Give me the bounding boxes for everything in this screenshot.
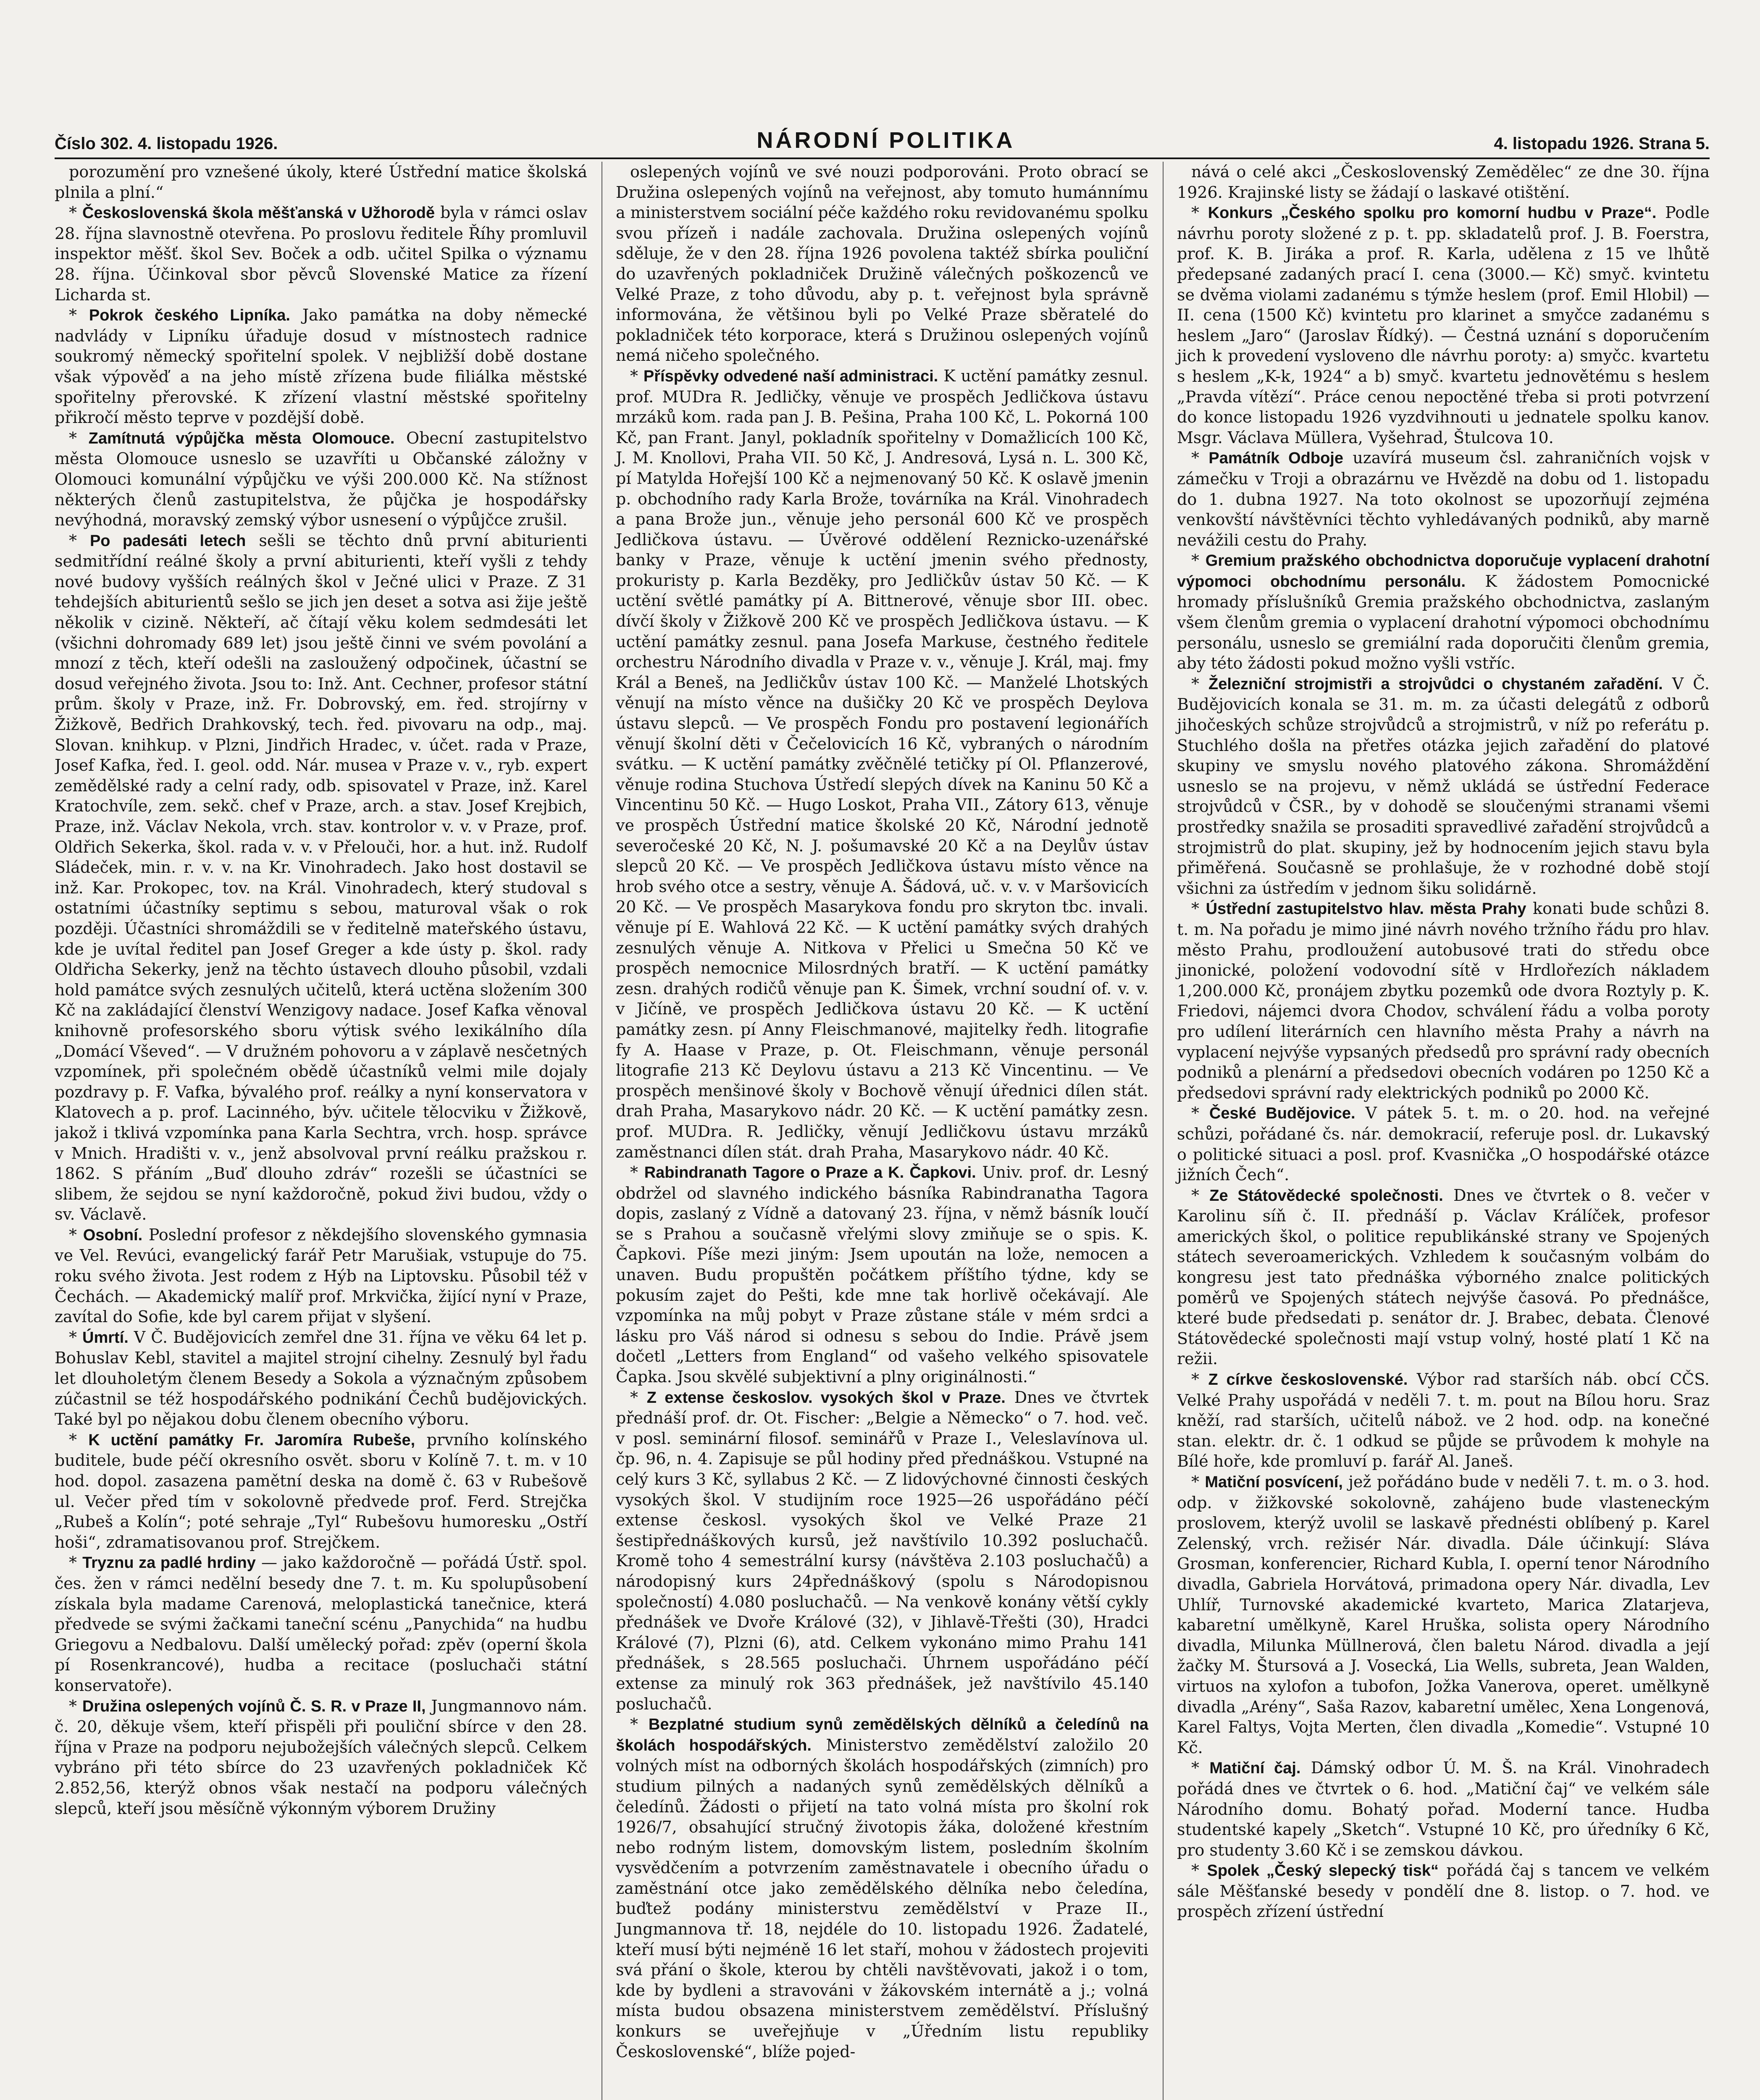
- article-text: Ministerstvo zemědělství založilo 20 volných míst na odborných školách hospodářských (zimních) pro studium pilných a nadaných synů zemědělských dělníků a čeledínů. Žádosti o přijetí na tato volná místa pro školní rok 1926/7, obsahující stručný životopis žáka, doložené křestním nebo rodným listem, domovským listem, posledním školním vysvědčením a potvrzením zaměstnavatele i obecního úřadu o zaměstnání otce jako zemědělského dělníka nebo čeledína, buďtež podány ministerstvu zemědělství v Praze II., Jungmannova tř. 18, nejdéle do 10. listopadu 1926. Žadatelé, kteří musí býti nejméně 16 let staří, mohou v žádostech projeviti svá přání o škole, kterou by chtěli navštěvovati, jakož i o tom, kde by bydleni a stravováni v žákovském internátě a j.; volná místa budou obsazena ministerstvem zemědělství. Příslušný konkurs se uveřejňuje v „Úředním listu republiky Československé“, blíže pojed-: [616, 1735, 1148, 2061]
- article-heading: Tryznu za padlé hrdiny: [82, 1554, 256, 1572]
- article-heading: Konkurs „Českého spolku pro komorní hudbu v Praze“.: [1208, 204, 1657, 222]
- article-text: Dnes ve čtvrtek přednáší prof. dr. Ot. Fischer: „Belgie a Německo“ o 7. hod. več. v posl. seminární filosof. seminářů v Praze I., Veleslavínova ul. čp. 96, n. 4. Zapisuje se půl hodiny před přednáškou. Vstupné na celý kurs 3 Kč, syllabus 2 Kč. — Z lidovýchovné činnosti českých vysokých škol. V studijním roce 1925—26 uspořádáno péčí extense českosl. vysokých škol ve Velké Praze 21 šestipřednáškových kursů, jež navštívilo 10.392 posluchačů. Kromě toho 4 semestrální kursy (návštěva 2.103 posluchačů) a národopisný kurs 24přednáškový (spolu s Národopisnou společností) 4.080 posluchačů. — Na venkově konány větší cykly přednášek ve Dvoře Králové (32), v Jihlavě-Třešti (30), Hradci Králové (7), Plzni (6), atd. Celkem vykonáno mimo Prahu 141 přednášek, s 28.565 posluchači. Úhrnem uspořádáno péčí extense za minulý rok 363 přednášek, jež navštívilo 45.140 posluchačů.: [616, 1388, 1148, 1713]
- article-paragraph: * Z církve československé. Výbor rad starších náb. obcí CČS. Velké Prahy uspořádá v neděli 7. t. m. pout na Bílou horu. Sraz kněží, rad starších, učitelů nábož. ve 2 hod. odp. na konečné stan. elektr. dr. č. 1 odkud se půjde se průvodem k mohyle na Bílé hoře, kde promluví p. farář Al. Janeš.: [1177, 1370, 1710, 1471]
- article-paragraph: * Ze Státovědecké společnosti. Dnes ve čtvrtek o 8. večer v Karolinu síň č. II. přednáší p. Václav Králíček, profesor amerických škol, o politice republikánské strany ve Spojených státech severoamerických. Vzhledem k současným volbám do kongresu jest tato přednáška výborného znalce politických poměrů ve Spojených státech nejvýše časová. Po přednášce, které bude předsedati p. senátor dr. J. Brabec, debata. Členové Státovědecké společnosti mají vstup volný, hosté platí 1 Kč na režii.: [1177, 1186, 1710, 1368]
- article-text: pořádá čaj s tancem ve velkém sále Měšťanské besedy v pondělí dne 8. listop. o 7. hod. ve prospěch zřízení ústřední: [1177, 1861, 1710, 1921]
- column-2: [602, 162, 1148, 2100]
- article-heading: Gremium pražského obchodnictva doporučuje vyplacení drahotní výpomoci obchodnímu personálu.: [1177, 552, 1710, 591]
- article-text: konati bude schůzi 8. t. m. Na pořadu je mimo jiné návrh nového tržního řádu pro hlav. město Prahu, prodloužení autobusové trati do středu obce jinonické, položení vodovodní sítě v Hrdlořezích nákladem 1,200.000 Kč, pronájem zbytku pozemků ode dvora Roztyly p. K. Friedovi, nájemci dvora Chodov, schválení řádu a volba poroty pro udílení literárních cen hlavního města Prahy a návrh na vyplacení nejvýše vypsaných předsedů pro správní rady obecních podniků a plenární a předsedovi obecních vodáren po 1250 Kč a předsedovi správní rady elektrických podniků po 2000 Kč.: [1177, 899, 1710, 1102]
- article-paragraph: * Osobní. Poslední profesor z někdejšího slovenského gymnasia ve Vel. Revúci, evangelický farář Petr Marušiak, vstupuje do 75. roku svého života. Jest rodem z Hýb na Liptovsku. Působil též v Čechách. — Akademický malíř prof. Mrkvička, žijící nyní v Praze, zavítal do Sofie, kde byl carem přijat v slyšení.: [55, 1225, 587, 1326]
- article-text: uzavírá museum čsl. zahraničních vojsk v zámečku v Troji a obrazárnu ve Hvězdě na dobu od 1. listopadu do 1. dubna 1927. Na toto okolnost se upozorňují zejména venkovští návštěvníci těchto vyhledávaných podniků, aby marně nevážili cestu do Prahy.: [1177, 449, 1710, 549]
- article-paragraph: [1177, 162, 1710, 202]
- article-paragraph: * Rabindranath Tagore o Praze a K. Čapkovi. Univ. prof. dr. Lesný obdržel od slavného indického básníka Rabindranatha Tagora dopis, zaslaný z Vídně a datovaný 23. října, v němž básník loučí se s Prahou a současně vřelými slovy zmiňuje se o spis. K. Čapkovi. Píše mezi jiným: Jsem upoután na lože, nemocen a unaven. Budu propuštěn počátkem příštího týdne, kdy se pokusím zajet do Pešti, kde mne tak horlivě očekávají. Ale vzpomínka na můj pobyt v Praze zůstane stále v mém srdci a lásku pro Váš národ si odnesu s sebou do Indie. Právě jsem dočetl „Letters from England“ od vašeho velkého spisovatele Čapka. Jsou skvělé subjektivní a plny originálnosti.“: [616, 1163, 1148, 1386]
- article-text: Dámský odbor Ú. M. Š. na Král. Vinohradech pořádá dnes ve čtvrtek o 6. hod. „Matiční čaj“ ve velkém sále Národního domu. Bohatý pořad. Moderní tance. Hudba studentské kapely „Sketch“. Vstupné 10 Kč, pro úředníky 6 Kč, pro studenty 3.60 Kč i se zemskou dávkou.: [1177, 1759, 1710, 1859]
- article-paragraph: * Úmrtí. V Č. Budějovicích zemřel dne 31. října ve věku 64 let p. Bohuslav Kebl, stavitel a majitel strojní cihelny. Zesnulý byl řadu let dlouholetým členem Besedy a Sokola a význačným způsobem zúčastnil se též hospodářského podnikání Čechů budějovických. Také byl po nějakou dobu členem obecního výboru.: [55, 1328, 587, 1429]
- article-paragraph: [616, 162, 1148, 366]
- article-text: V Č. Budějovicích konala se 31. m. m. za účasti delegátů z odborů jihočeských schůze strojvůdců a strojmistrů, v níž po referátu p. Stuchlého došla na přetřes otázka jejich zařadění do platové skupiny ve smyslu nového platového zákona. Shromáždění usneslo se na projevu, v němž ukládá se ústřední Federace strojvůdců v ČSR., by v dohodě se sloučenými stranami všemi prostředky snažila se prosaditi spravedlivé zařadění strojvůdců a strojmistrů do plat. skupiny, jež by hodnocením jejich stavu byla přiměřená. Současně se prohlašuje, že v rozhodné době stojí všichni za ústředím v jednom šiku solidárně.: [1177, 674, 1710, 898]
- column-1: [55, 162, 587, 2100]
- article-paragraph: * K uctění památky Fr. Jaromíra Rubeše, prvního kolínského buditele, bude péčí okresního osvět. sboru v Kolíně 7. t. m. v 10 hod. dopol. zasazena pamětní deska na domě č. 63 v Rubešově ul. Večer před tím v sokolovně předvede prof. Ferd. Strejčka „Rubeš a Kolín“; poté sehraje „Tyl“ Rubešovu humoresku „Ostří hoši“, zdramatisovanou prof. Strejčkem.: [55, 1430, 587, 1551]
- article-text: Podle návrhu poroty složené z p. t. pp. skladatelů prof. J. B. Foerstra, prof. K. B. Jiráka a prof. R. Karla, udělena z 15 ve lhůtě předepsané zadaných prací I. cena (3000.— Kč) smyč. kvintetu se dvěma violami zadanému s týmže heslem (prof. Emil Hlobil) — II. cena (1500 Kč) kvintetu pro klarinet a smyčce zadanému s heslem „Jaro“ (Jaroslav Řídký). — Čestná uznání s doporučením jich k provedení vysloveno dle návrhu poroty: a) smyčc. kvartetu s heslem „K-k, 1924“ a b) smyč. kvartetu jednovětému s heslem „Pravda vítězí“. Práce cenou nepoctěné třeba si proti potvrzení do konce listopadu 1926 vyzdvihnouti u jednatele spolku kanov. Msgr. Václava Müllera, Vyšehrad, Štulcova 10.: [1177, 203, 1710, 447]
- article-paragraph: * Gremium pražského obchodnictva doporučuje vyplacení drahotní výpomoci obchodnímu personálu. K žádostem Pomocnické hromady příslušníků Gremia pražského obchodnictva, zaslaným všem členům gremia o vyplacení drahotní výpomoci obchodnímu personálu, usneslo se gremiální rada doporučiti členům gremia, aby této žádosti pokud možno vyšli vstříc.: [1177, 551, 1710, 673]
- article-heading: Rabindranath Tagore o Praze a K. Čapkovi.: [644, 1164, 976, 1182]
- article-heading: Železniční strojmistři a strojvůdci o chystaném zařadění.: [1208, 675, 1663, 693]
- article-paragraph: * Po padesáti letech sešli se těchto dnů první abiturienti sedmitřídní reálné školy a první abiturienti, kteří vyšli z tehdy nové budovy vyšších reálných škol v Ječné ulici v Praze. Z 31 tehdejších abiturientů sešlo se jich jen deset a sotva asi žije ještě několik v cizině. Někteří, ač čítají věku kolem sedmdesáti let (všichni dohromady 689 let) jsou ještě činni ve svém povolání a mnozí z těch, kteří odešli na zasloužený odpočinek, účastní se dosud veřejného života. Jsou to: Inž. Ant. Cechner, profesor státní prům. školy v Praze, inž. Fr. Dobrovský, em. řed. strojírny v Žižkově, Bedřich Drahkovský, tech. řed. pivovaru na odp., maj. Slovan. knihkup. v Plzni, Jindřich Hradec, v. účet. rada v Praze, Josef Kafka, řed. I. geol. odd. Nár. musea v Praze v. v., ryb. expert zemědělské rady a celní rady, odb. spisovatel v Praze, inž. Karel Kratochvíle, zem. sekč. chef v Praze, arch. a stav. Josef Krejbich, Praze, inž. Václav Nekola, vrch. stav. kontrolor v. v. v Praze, prof. Oldřich Sekerka, škol. rada v. v. v Přelouči, hor. a hut. inž. Rudolf Sládeček, min. r. v. v. na Kr. Vinohradech. Jako host dostavil se inž. Kar. Prokopec, tov. na Král. Vinohradech, který studoval s ostatními účastníky septimu s sebou, maturoval však o rok později. Účastníci shromáždili se v ředitelně mateřského ústavu, kde je uvítal ředitel pan Josef Greger a kde ústy p. škol. rady Oldřicha Sekerky, jenž na těchto ústavech dlouho působil, vzdali hold památce svých zesnulých učitelů, která uctěna složením 300 Kč na zakládající členství Wenzigovy nadace. Josef Kafka věnoval knihovně profesorského sboru výtisk svého lexikálního díla „Domácí Vševed“. — V družném pohovoru a v záplavě nesčetných vzpomínek, při společném obědě účastníků velmi mile dojaly pozdravy p. F. Vafka, bývalého prof. reálky a nyní konservatora v Klatovech a p. prof. Lacinného, býv. učitele tělocviku v Žižkově, jakož i tklivá vzpomínka pana Karla Sechtra, vrch. hosp. správce v Mnich. Hradišti v. v., jenž absolvoval první reálku pražskou r. 1862. S přáním „Buď dlouho zdráv“ rozešli se účastníci se slibem, že sejdou se nyní každoročně, pokud živi budou, vždy o sv. Václavě.: [55, 531, 587, 1224]
- article-heading: Příspěvky odvedené naší administraci.: [643, 367, 938, 385]
- article-text: — jako každoročně — pořádá Ústř. spol. čes. žen v rámci nedělní besedy dne 7. t. m. Ku spolupůsobení získala byla madame Carenová, meloplastická tanečnice, která předvede se svými žačkami taneční scénu „Panychida“ na hudbu Griegovu a Nedbalovu. Další umělecký pořad: zpěv (operní škola pí Rosenkrancové), hudba a recitace (posluchači státní konservatoře).: [55, 1553, 587, 1695]
- article-heading: Matiční čaj.: [1209, 1759, 1301, 1777]
- article-text: Poslední profesor z někdejšího slovenského gymnasia ve Vel. Revúci, evangelický farář Petr Marušiak, vstupuje do 75. roku svého života. Jest rodem z Hýb na Liptovsku. Působil též v Čechách. — Akademický malíř prof. Mrkvička, žijící nyní v Praze, zavítal do Sofie, kde byl carem přijat v slyšení.: [55, 1225, 587, 1326]
- article-paragraph: [55, 162, 587, 202]
- article-text: oslepených vojínů ve své nouzi podporováni. Proto obrací se Družina oslepených vojínů na veřejnost, aby tomuto humánnímu a ministerstvem sociální péče každého roku revidovanému spolku svou přízeň i nadále zachovala. Družina oslepených vojínů sděluje, že v den 28. října 1926 povolena taktéž sbírka pouliční do uzavřených pokladniček Družině válečných poškozenců ve Velké Praze, z toho důvodu, aby p. t. veřejnost byla správně informována, že většinou byli po Velké Praze sběratelé do pokladniček této korporace, která s Družinou oslepených vojínů nemá ničeho společného.: [616, 163, 1148, 365]
- article-heading: Pokrok českého Lipníka.: [89, 307, 290, 325]
- article-heading: K uctění památky Fr. Jaromíra Rubeše,: [88, 1431, 415, 1449]
- article-text: byla v rámci oslav 28. října slavnostně otevřena. Po proslovu ředitele Říhy promluvil inspektor měšť. škol Sev. Boček a odb. učitel Spilka o významu 28. října. Účinkoval sbor pěvců Slovenské Matice za řízení Licharda st.: [55, 203, 587, 304]
- article-heading: Úmrtí.: [82, 1328, 129, 1347]
- masthead: NÁRODNÍ POLITIKA: [757, 128, 1015, 153]
- article-text: V pátek 5. t. m. o 20. hod. na veřejné schůzi, pořádané čs. nár. demokracií, referuje posl. dr. Lukavský o politické situaci a posl. prof. Kvasnička „O hospodářské otázce jižních Čech“.: [1177, 1104, 1710, 1184]
- article-heading: České Budějovice.: [1209, 1105, 1355, 1123]
- page-header: [55, 113, 1710, 159]
- article-paragraph: * České Budějovice. V pátek 5. t. m. o 20. hod. na veřejné schůzi, pořádané čs. nár. demokracií, referuje posl. dr. Lukavský o politické situaci a posl. prof. Kvasnička „O hospodářské otázce jižních Čech“.: [1177, 1104, 1710, 1184]
- article-heading: Družina oslepených vojínů Č. S. R. v Praze II,: [82, 1697, 426, 1715]
- article-heading: Památník Odboje: [1208, 449, 1343, 467]
- article-text: Jungmannovo nám. č. 20, děkuje všem, kteří přispěli při pouliční sbírce v den 28. října v Praze na podporu nejubožejších válečných slepců. Celkem vybráno při této sbírce do 23 uzavřených pokladniček Kč 2.852,56, kterýž obnos však nestačí na podporu válečných slepců, kteří jsou měsíčně výkonným výborem Družiny: [55, 1696, 587, 1818]
- article-paragraph: * Z extense českoslov. vysokých škol v Praze. Dnes ve čtvrtek přednáší prof. dr. Ot. Fischer: „Belgie a Německo“ o 7. hod. več. v posl. seminární filosof. seminářů v Praze I., Veleslavínova ul. čp. 96, n. 4. Zapisuje se půl hodiny před přednáškou. Vstupné na celý kurs 3 Kč, syllabus 2 Kč. — Z lidovýchovné činnosti českých vysokých škol. V studijním roce 1925—26 uspořádáno péčí extense českosl. vysokých škol ve Velké Praze 21 šestipřednáškových kursů, jež navštívilo 10.392 posluchačů. Kromě toho 4 semestrální kursy (návštěva 2.103 posluchačů) a národopisný kurs 24přednáškový (spolu s Národopisnou společností) 4.080 posluchačů. — Na venkově konány větší cykly přednášek ve Dvoře Králové (32), v Jihlavě-Třešti (30), Hradci Králové (7), Plzni (6), atd. Celkem vykonáno mimo Prahu 141 přednášek, s 28.565 posluchači. Úhrnem uspořádáno péčí extense za minulý rok 363 přednášek, jež navštívilo 45.140 posluchačů.: [616, 1388, 1148, 1713]
- article-text: sešli se těchto dnů první abiturienti sedmitřídní reálné školy a první abiturienti, kteří vyšli z tehdy nové budovy vyšších reálných škol v Ječné ulici v Praze. Z 31 tehdejších abiturientů sešlo se jich jen deset a sotva asi žije ještě několik v cizině. Někteří, ač čítají věku kolem sedmdesáti let (všichni dohromady 689 let) jsou ještě činni ve svém povolání a mnozí z těch, kteří odešli na zasloužený odpočinek, účastní se dosud veřejného života. Jsou to: Inž. Ant. Cechner, profesor státní prům. školy v Praze, inž. Fr. Dobrovský, em. řed. strojírny v Žižkově, Bedřich Drahkovský, tech. řed. pivovaru na odp., maj. Slovan. knihkup. v Plzni, Jindřich Hradec, v. účet. rada v Praze, Josef Kafka, řed. I. geol. odd. Nár. musea v Praze v. v., ryb. expert zemědělské rady a celní rady, odb. spisovatel v Praze, inž. Karel Kratochvíle, zem. sekč. chef v Praze, arch. a stav. Josef Krejbich, Praze, inž. Václav Nekola, vrch. stav. kontrolor v. v. v Praze, prof. Oldřich Sekerka, škol. rada v. v. v Přelouči, hor. a hut. inž. Rudolf Sládeček, min. r. v. v. na Kr. Vinohradech. Jako host dostavil se inž. Kar. Prokopec, tov. na Král. Vinohradech, který studoval s ostatními účastníky septimu s sebou, maturoval však o rok později. Účastníci shromáždili se v ředitelně mateřského ústavu, kde je uvítal ředitel pan Josef Greger a kde ústy p. škol. rady Oldřicha Sekerky, jenž na těchto ústavech dlouho působil, vzdali hold památce svých zesnulých učitelů, která uctěna složením 300 Kč na zakládající členství Wenzigovy nadace. Josef Kafka věnoval knihovně profesorského sboru výtisk svého lexikálního díla „Domácí Vševed“. — V družném pohovoru a v záplavě nesčetných vzpomínek, při společném obědě účastníků velmi mile dojaly pozdravy p. F. Vafka, bývalého prof. reálky a nyní konservatora v Klatovech a p. prof. Lacinného, býv. učitele tělocviku v Žižkově, jakož i tklivá vzpomínka pana Karla Sechtra, vrch. hosp. správce v Mnich. Hradišti v. v., jenž absolvoval první reálku pražskou r. 1862. S přáním „Buď dlouho zdráv“ rozešli se účastníci se slibem, že sejdou se nyní každoročně, pokud živi budou, vždy o sv. Václavě.: [55, 531, 587, 1224]
- article-paragraph: * Československá škola měšťanská v Užhorodě byla v rámci oslav 28. října slavnostně otevřena. Po proslovu ředitele Říhy promluvil inspektor měšť. škol Sev. Boček a odb. učitel Spilka o významu 28. října. Účinkoval sbor pěvců Slovenské Matice za řízení Licharda st.: [55, 203, 587, 304]
- article-paragraph: * Tryznu za padlé hrdiny — jako každoročně — pořádá Ústř. spol. čes. žen v rámci nedělní besedy dne 7. t. m. Ku spolupůsobení získala byla madame Carenová, meloplastická tanečnice, která předvede se svými žačkami taneční scénu „Panychida“ na hudbu Griegovu a Nedbalovu. Další umělecký pořad: zpěv (operní škola pí Rosenkrancové), hudba a recitace (posluchači státní konservatoře).: [55, 1553, 587, 1695]
- article-text: V Č. Budějovicích zemřel dne 31. října ve věku 64 let p. Bohuslav Kebl, stavitel a majitel strojní cihelny. Zesnulý byl řadu let dlouholetým členem Besedy a Sokola a význačným způsobem zúčastnil se též hospodářského podnikání Čechů budějovických. Také byl po nějakou dobu členem obecního výboru.: [55, 1328, 587, 1429]
- article-heading: Osobní.: [83, 1226, 143, 1244]
- article-paragraph: * Příspěvky odvedené naší administraci. K uctění památky zesnul. prof. MUDra R. Jedličky, věnuje ve prospěch Jedličkova ústavu mrzáků kom. rada pan J. B. Pešina, Praha 100 Kč, L. Pokorná 100 Kč, pan Frant. Janyl, pokladník spořitelny v Domažlicích 100 Kč, J. M. Knollovi, Praha VII. 50 Kč, J. Andresová, Lysá n. L. 300 Kč, pí Matylda Hořejší 100 Kč a nejmenovaný 50 Kč. K oslavě jmenin p. obchodního rady Karla Brože, továrníka na Král. Vinohradech a pana Brože jun., věnuje jeho personál 600 Kč ve prospěch Jedličkova ústavu. — Úvěrové oddělení Reznicko-uzenářské banky v Praze, věnuje k uctění jmenin svého přednosty, prokuristy p. Karla Bezděky, pro Jedličkův ústav 50 Kč. — K uctění světlé památky pí A. Bittnerové, věnuje sbor III. obec. dívčí školy v Žižkově 200 Kč ve prospěch Jedličkova ústavu. — K uctění památky zesnul. pana Josefa Markuse, čestného ředitele orchestru Národního divadla v Praze v. v., věnuje J. Král, maj. fmy Král a Beneš, na Jedličkův ústav 100 Kč. — Manželé Lhotských věnují na místo věnce na dušičky 20 Kč ve prospěch Deylova ústavu slepců. — Ve prospěch Fondu pro postavení legionářích věnují školní děti v Čečelovicích 16 Kč, vybraných o národním svátku. — K uctění památky zvěčnělé tetičky pí Ol. Pflanzerové, věnuje rodina Stuchova Ústředí slepých dívek na Kaninu 50 Kč a Vincentinu 50 Kč. — Hugo Loskot, Praha VII., Zátory 613, věnuje ve prospěch Ústřední matice školské 20 Kč, Národní jednotě severočeské 20 Kč, N. J. pošumavské 20 Kč a na Deylův ústav slepců 20 Kč. — Ve prospěch Jedličkova ústavu místo věnce na hrob svého otce a sestry, věnuje A. Šádová, uč. v. v. v Maršovicích 20 Kč. — Ve prospěch Masarykova fondu pro skryton tbc. invali. věnuje pí E. Wahlová 22 Kč. — K uctění památky svých drahých zesnulých věnuje A. Nitkova v Přelici u Smečna 50 Kč ve prospěch nemocnice Milosrdných bratří. — K uctění památky zesn. drahých rodičů věnuje pan K. Šimek, vrchní soudní of. v. v. v Jičíně, ve prospěch Jedličkova ústavu 20 Kč. — K uctění památky zesn. pí Anny Fleischmanové, majitelky ředh. litografie fy A. Haase v Praze, p. Ot. Fleischmann, věnuje personál litografie 213 Kč Deylovu ústavu a 213 Kč Vincentinu. — Ve prospěch menšinové školy v Bochově věnují úřednici dílen stát. drah Praha, Masarykovo nádr. 20 Kč. — K uctění památky zesn. prof. MUDra. R. Jedličky, věnují Jedličkovu ústavu mrzáků zaměstnanci dílen stát. drah Praha, Masarykovo nádr. 40 Kč.: [616, 366, 1148, 1161]
- article-heading: Po padesáti letech: [89, 532, 246, 550]
- column-3: [1163, 162, 1710, 2100]
- article-paragraph: * Zamítnutá výpůjčka města Olomouce. Obecní zastupitelstvo města Olomouce usneslo se uzavříti u Občanské záložny v Olomouci komunální výpůjčku ve výši 200.000 Kč. Na stížnost některých členů zastupitelstva, že půjčka je hospodářsky nevýhodná, moravský zemský výbor usnesení o výpůjčce zrušil.: [55, 428, 587, 530]
- article-paragraph: * Železniční strojmistři a strojvůdci o chystaném zařadění. V Č. Budějovicích konala se 31. m. m. za účasti delegátů z odborů jihočeských schůze strojvůdců a strojmistrů, v níž po referátu p. Stuchlého došla na přetřes otázka jejich zařadění do platové skupiny ve smyslu nového platového zákona. Shromáždění usneslo se na projevu, v němž ukládá se ústřední Federace strojvůdců v ČSR., by v dohodě se sloučenými stranami všemi prostředky snažila se prosaditi spravedlivé zařadění strojvůdců a strojmistrů do plat. skupiny, jež by hodnocením jejich stavu byla přiměřená. Současně se prohlašuje, že v rozhodné době stojí všichni za ústředím v jednom šiku solidárně.: [1177, 674, 1710, 898]
- article-heading: Ústřední zastupitelstvo hlav. města Prahy: [1206, 900, 1526, 918]
- article-paragraph: * Matiční čaj. Dámský odbor Ú. M. Š. na Král. Vinohradech pořádá dnes ve čtvrtek o 6. hod. „Matiční čaj“ ve velkém sále Národního domu. Bohatý pořad. Moderní tance. Hudba studentské kapely „Sketch“. Vstupné 10 Kč, pro úředníky 6 Kč, pro studenty 3.60 Kč i se zemskou dávkou.: [1177, 1759, 1710, 1859]
- article-heading: Zamítnutá výpůjčka města Olomouce.: [88, 429, 395, 447]
- article-heading: Bezplatné studium synů zemědělských dělníků a čeledínů na školách hospodářských.: [616, 1716, 1148, 1754]
- article-text: porozumění pro vznešené úkoly, které Ústřední matice školská plnila a plní.“: [55, 163, 587, 202]
- article-text: nává o celé akci „Československý Zemědělec“ ze dne 30. října 1926. Krajinské listy se žádají o laskavé otištění.: [1177, 163, 1710, 202]
- article-heading: Z církve československé.: [1208, 1371, 1408, 1389]
- article-text: K žádostem Pomocnické hromady příslušníků Gremia pražského obchodnictva, zaslaným všem členům gremia o vyplacení drahotní výpomoci obchodnímu personálu, usneslo se gremiální rada doporučiti členům gremia, aby této žádosti pokud možno vyšli vstříc.: [1177, 572, 1710, 673]
- article-paragraph: * Spolek „Český slepecký tisk“ pořádá čaj s tancem ve velkém sále Měšťanské besedy v pondělí dne 8. listop. o 7. hod. ve prospěch zřízení ústřední: [1177, 1861, 1710, 1921]
- article-heading: Ze Státovědecké společnosti.: [1209, 1186, 1443, 1205]
- article-heading: Československá škola měšťanská v Užhorodě: [82, 204, 435, 222]
- article-paragraph: * Konkurs „Českého spolku pro komorní hudbu v Praze“. Podle návrhu poroty složené z p. t. pp. skladatelů prof. J. B. Foerstra, prof. K. B. Jiráka a prof. R. Karla, udělena z 15 ve lhůtě předepsané zadaných prací I. cena (3000.— Kč) smyč. kvintetu se dvěma violami zadanému s týmže heslem (prof. Emil Hlobil) — II. cena (1500 Kč) kvintetu pro klarinet a smyčce zadanému s heslem „Jaro“ (Jaroslav Řídký). — Čestná uznání s doporučením jich k provedení vysloveno dle návrhu poroty: a) smyčc. kvartetu s heslem „K-k, 1924“ a b) smyč. kvartetu jednovětému s heslem „Pravda vítězí“. Práce cenou nepoctěné třeba si proti potvrzení do konce listopadu 1926 vyzdvihnouti u jednatele spolku kanov. Msgr. Václava Müllera, Vyšehrad, Štulcova 10.: [1177, 203, 1710, 447]
- article-heading: Matiční posvícení,: [1205, 1473, 1343, 1491]
- article-paragraph: * Ústřední zastupitelstvo hlav. města Prahy konati bude schůzi 8. t. m. Na pořadu je mimo jiné návrh nového tržního řádu pro hlav. město Prahu, prodloužení autobusové trati do středu obce jinonické, položení vodovodní sítě v Hrdlořezích nákladem 1,200.000 Kč, pronájem zbytku pozemků ode dvora Roztyly p. K. Friedovi, nájemci dvora Chodov, schválení řádu a volba poroty pro udílení literárních cen hlavního města Prahy a návrh na vyplacení nejvýše vypsaných předsedů pro správní rady obecních podniků a plenární a předsedovi obecních vodáren po 1250 Kč a předsedovi správní rady elektrických podniků po 2000 Kč.: [1177, 899, 1710, 1102]
- date-page-info: 4. listopadu 1926. Strana 5.: [1494, 134, 1710, 153]
- issue-info: Číslo 302. 4. listopadu 1926.: [55, 134, 278, 153]
- article-text: K uctění památky zesnul. prof. MUDra R. Jedličky, věnuje ve prospěch Jedličkova ústavu mrzáků kom. rada pan J. B. Pešina, Praha 100 Kč, L. Pokorná 100 Kč, pan Frant. Janyl, pokladník spořitelny v Domažlicích 100 Kč, J. M. Knollovi, Praha VII. 50 Kč, J. Andresová, Lysá n. L. 300 Kč, pí Matylda Hořejší 100 Kč a nejmenovaný 50 Kč. K oslavě jmenin p. obchodního rady Karla Brože, továrníka na Král. Vinohradech a pana Brože jun., věnuje jeho personál 600 Kč ve prospěch Jedličkova ústavu. — Úvěrové oddělení Reznicko-uzenářské banky v Praze, věnuje k uctění jmenin svého přednosty, prokuristy p. Karla Bezděky, pro Jedličkův ústav 50 Kč. — K uctění světlé památky pí A. Bittnerové, věnuje sbor III. obec. dívčí školy v Žižkově 200 Kč ve prospěch Jedličkova ústavu. — K uctění památky zesnul. pana Josefa Markuse, čestného ředitele orchestru Národního divadla v Praze v. v., věnuje J. Král, maj. fmy Král a Beneš, na Jedličkův ústav 100 Kč. — Manželé Lhotských věnují na místo věnce na dušičky 20 Kč ve prospěch Deylova ústavu slepců. — Ve prospěch Fondu pro postavení legionářích věnují školní děti v Čečelovicích 16 Kč, vybraných o národním svátku. — K uctění památky zvěčnělé tetičky pí Ol. Pflanzerové, věnuje rodina Stuchova Ústředí slepých dívek na Kaninu 50 Kč a Vincentinu 50 Kč. — Hugo Loskot, Praha VII., Zátory 613, věnuje ve prospěch Ústřední matice školské 20 Kč, Národní jednotě severočeské 20 Kč, N. J. pošumavské 20 Kč a na Deylův ústav slepců 20 Kč. — Ve prospěch Jedličkova ústavu místo věnce na hrob svého otce a sestry, věnuje A. Šádová, uč. v. v. v Maršovicích 20 Kč. — Ve prospěch Masarykova fondu pro skryton tbc. invali. věnuje pí E. Wahlová 22 Kč. — K uctění památky svých drahých zesnulých věnuje A. Nitkova v Přelici u Smečna 50 Kč ve prospěch nemocnice Milosrdných bratří. — K uctění památky zesn. drahých rodičů věnuje pan K. Šimek, vrchní soudní of. v. v. v Jičíně, ve prospěch Jedličkova ústavu 20 Kč. — K uctění památky zesn. pí Anny Fleischmanové, majitelky ředh. litografie fy A. Haase v Praze, p. Ot. Fleischmann, věnuje personál litografie 213 Kč Deylovu ústavu a 213 Kč Vincentinu. — Ve prospěch menšinové školy v Bochově věnují úřednici dílen stát. drah Praha, Masarykovo nádr. 20 Kč. — K uctění památky zesn. prof. MUDra. R. Jedličky, věnují Jedličkovu ústavu mrzáků zaměstnanci dílen stát. drah Praha, Masarykovo nádr. 40 Kč.: [616, 366, 1148, 1161]
- article-heading: Z extense českoslov. vysokých škol v Praze.: [646, 1389, 1006, 1407]
- article-paragraph: * Památník Odboje uzavírá museum čsl. zahraničních vojsk v zámečku v Troji a obrazárnu ve Hvězdě na dobu od 1. listopadu do 1. dubna 1927. Na toto okolnost se upozorňují zejména venkovští návštěvníci těchto vyhledávaných podniků, aby marně nevážili cestu do Prahy.: [1177, 449, 1710, 549]
- article-paragraph: * Družina oslepených vojínů Č. S. R. v Praze II, Jungmannovo nám. č. 20, děkuje všem, kteří přispěli při pouliční sbírce v den 28. října v Praze na podporu nejubožejších válečných slepců. Celkem vybráno při této sbírce do 23 uzavřených pokladniček Kč 2.852,56, kterýž obnos však nestačí na podporu válečných slepců, kteří jsou měsíčně výkonným výborem Družiny: [55, 1696, 587, 1818]
- article-columns: [55, 162, 1710, 2100]
- article-paragraph: * Matiční posvícení, jež pořádáno bude v neděli 7. t. m. o 3. hod. odp. v žižkovské sokolovně, zahájeno bude vlasteneckým proslovem, kterýž uvolil se laskavě přednésti oblíbený p. Karel Zelenský, vrch. režisér Nár. divadla. Dále účinkují: Sláva Grosman, konferencier, Richard Kubla, I. operní tenor Národního divadla, Gabriela Horvátová, primadona opery Nár. divadla, Lev Uhlíř, Turnovské akademické kvarteto, Marica Zlatarjeva, kabaretní umělkyně, Karel Hruška, solista opery Národního divadla, Milunka Müllnerová, člen baletu Národ. divadla a její žačky M. Štursová a J. Vosecká, Lia Wells, subreta, Jean Walden, virtuos na xylofon a tubofon, Jožka Vanerova, operet. umělkyně divadla „Arény“, Saša Razov, kabaretní umělec, Xena Longenová, Karel Faltys, Vojta Merten, člen divadla „Komedie“. Vstupné 10 Kč.: [1177, 1473, 1710, 1757]
- article-paragraph: * Bezplatné studium synů zemědělských dělníků a čeledínů na školách hospodářských. Ministerstvo zemědělství založilo 20 volných míst na odborných školách hospodářských (zimních) pro studium pilných a nadaných synů zemědělských dělníků a čeledínů. Žádosti o přijetí na tato volná místa pro školní rok 1926/7, obsahující stručný životopis žáka, doložené křestním nebo rodným listem, domovským listem, posledním školním vysvědčením a potvrzením zaměstnavatele i obecního úřadu o zaměstnání otce jako zemědělského dělníka nebo čeledína, buďtež podány ministerstvu zemědělství v Praze II., Jungmannova tř. 18, nejdéle do 10. listopadu 1926. Žadatelé, kteří musí býti nejméně 16 let staří, mohou v žádostech projeviti svá přání o škole, kterou by chtěli navštěvovati, jakož i o tom, kde by bydleni a stravováni v žákovském internátě a j.; volná místa budou obsazena ministerstvem zemědělství. Příslušný konkurs se uveřejňuje v „Úředním listu republiky Československé“, blíže pojed-: [616, 1715, 1148, 2061]
- article-paragraph: * Pokrok českého Lipníka. Jako památka na doby německé nadvlády v Lipníku úřaduje dosud v místnostech radnice soukromý německý spořitelní spolek. V nejbližší době dostane však výpověď a na jeho místě zřízena bude filiálka městské spořitelny přerovské. K zřízení vlastní městské spořitelny přikročí město teprve v pozdější době.: [55, 306, 587, 427]
- article-text: jež pořádáno bude v neděli 7. t. m. o 3. hod. odp. v žižkovské sokolovně, zahájeno bude vlasteneckým proslovem, kterýž uvolil se laskavě přednésti oblíbený p. Karel Zelenský, vrch. režisér Nár. divadla. Dále účinkují: Sláva Grosman, konferencier, Richard Kubla, I. operní tenor Národního divadla, Gabriela Horvátová, primadona opery Nár. divadla, Lev Uhlíř, Turnovské akademické kvarteto, Marica Zlatarjeva, kabaretní umělkyně, Karel Hruška, solista opery Národního divadla, Milunka Müllnerová, člen baletu Národ. divadla a její žačky M. Štursová a J. Vosecká, Lia Wells, subreta, Jean Walden, virtuos na xylofon a tubofon, Jožka Vanerova, operet. umělkyně divadla „Arény“, Saša Razov, kabaretní umělec, Xena Longenová, Karel Faltys, Vojta Merten, člen divadla „Komedie“. Vstupné 10 Kč.: [1177, 1473, 1710, 1757]
- article-text: Dnes ve čtvrtek o 8. večer v Karolinu síň č. II. přednáší p. Václav Králíček, profesor amerických škol, o politice republikánské strany ve Spojených státech severoamerických. Vzhledem k současným volbám do kongresu jest tato přednáška výborného znalce politických poměrů ve Spojených státech nejvýše časová. Po přednášce, které bude předsedati p. senátor dr. J. Brabec, debata. Členové Státovědecké společnosti mají vstup volný, hosté platí 1 Kč na režii.: [1177, 1186, 1710, 1368]
- article-text: Jako památka na doby německé nadvlády v Lipníku úřaduje dosud v místnostech radnice soukromý německý spořitelní spolek. V nejbližší době dostane však výpověď a na jeho místě zřízena bude filiálka městské spořitelny přerovské. K zřízení vlastní městské spořitelny přikročí město teprve v pozdější době.: [55, 306, 587, 427]
- article-text: Univ. prof. dr. Lesný obdržel od slavného indického básníka Rabindranatha Tagora dopis, zaslaný z Vídně a datovaný 23. října, v němž básník loučí se s Prahou a současně vřelými slovy zmiňuje se o spis. K. Čapkovi. Píše mezi jiným: Jsem upoután na lože, nemocen a unaven. Budu propuštěn počátkem příštího týdne, kdy se pokusím zajet do Pešti, kde mne tak horlivě očekávají. Ale vzpomínka na můj pobyt v Praze zůstane stále v mém srdci a lásku pro Váš národ si odnesu s sebou do Indie. Právě jsem dočetl „Letters from England“ od vašeho velkého spisovatele Čapka. Jsou skvělé subjektivní a plny originálnosti.“: [616, 1163, 1148, 1386]
- article-heading: Spolek „Český slepecký tisk“: [1207, 1862, 1439, 1880]
- article-text: Výbor rad starších náb. obcí CČS. Velké Prahy uspořádá v neděli 7. t. m. pout na Bílou horu. Sraz kněží, rad starších, učitelů nábož. ve 2 hod. odp. na konečné stan. elektr. dr. č. 1 odkud se půjde se průvodem k mohyle na Bílé hoře, kde promluví p. farář Al. Janeš.: [1177, 1370, 1710, 1471]
- article-text: prvního kolínského buditele, bude péčí okresního osvět. sboru v Kolíně 7. t. m. v 10 hod. dopol. zasazena pamětní deska na domě č. 63 v Rubešově ul. Večer před tím v sokolovně předvede prof. Ferd. Strejčka „Rubeš a Kolín“; poté sehraje „Tyl“ Rubešovu humoresku „Ostří hoši“, zdramatisovanou prof. Strejčkem.: [55, 1430, 587, 1551]
- article-text: Obecní zastupitelstvo města Olomouce usneslo se uzavříti u Občanské záložny v Olomouci komunální výpůjčku ve výši 200.000 Kč. Na stížnost některých členů zastupitelstva, že půjčka je hospodářsky nevýhodná, moravský zemský výbor usnesení o výpůjčce zrušil.: [55, 428, 587, 530]
